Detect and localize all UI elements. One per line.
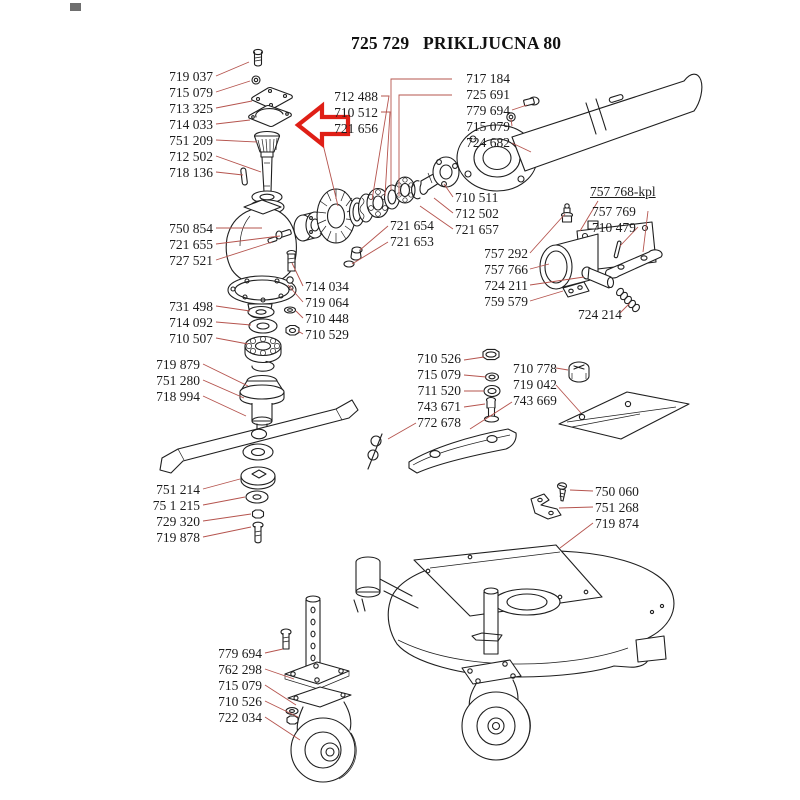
part-label-710-507: 710 507 <box>169 331 213 346</box>
part-label-751-214: 751 214 <box>156 482 200 497</box>
part-label-712-502: 712 502 <box>455 206 499 221</box>
screw-and-strap <box>531 483 567 519</box>
gearbox-housing <box>226 200 296 318</box>
part-label-710-479: 710 479 <box>592 220 636 235</box>
part-label-757-766: 757 766 <box>484 262 528 277</box>
part-label-757-768-kpl: 757 768-kpl <box>590 184 656 199</box>
part-label-759-579: 759 579 <box>484 294 528 309</box>
part-label-710-512: 710 512 <box>334 105 378 120</box>
part-label-710-448: 710 448 <box>305 311 349 326</box>
part-label-710-526: 710 526 <box>417 351 461 366</box>
part-label-713-325: 713 325 <box>169 101 213 116</box>
part-label-762-298: 762 298 <box>218 662 262 677</box>
part-label-714-092: 714 092 <box>169 315 213 330</box>
part-label-721-655: 721 655 <box>169 237 213 252</box>
part-label-779-694: 779 694 <box>218 646 262 661</box>
part-label-719-042: 719 042 <box>513 377 557 392</box>
part-label-75-1-215: 75 1 215 <box>152 498 200 513</box>
part-label-718-136: 718 136 <box>169 165 213 180</box>
part-label-722-034: 722 034 <box>218 710 262 725</box>
part-label-751-280: 751 280 <box>156 373 200 388</box>
part-label-772-678: 772 678 <box>417 415 461 430</box>
caster-left <box>281 596 356 782</box>
part-label-750-854: 750 854 <box>169 221 213 236</box>
part-label-710-778: 710 778 <box>513 361 557 376</box>
part-label-724-211: 724 211 <box>484 278 528 293</box>
part-label-714-034: 714 034 <box>305 279 349 294</box>
part-label-715-079: 715 079 <box>218 678 262 693</box>
part-label-721-653: 721 653 <box>390 234 434 249</box>
part-label-751-209: 751 209 <box>169 133 213 148</box>
part-label-719-037: 719 037 <box>169 69 213 84</box>
part-label-729-320: 729 320 <box>156 514 200 529</box>
part-label-715-079: 715 079 <box>466 119 510 134</box>
part-label-725-691: 725 691 <box>466 87 510 102</box>
part-label-721-654: 721 654 <box>390 218 434 233</box>
part-label-719-064: 719 064 <box>305 295 349 310</box>
part-label-743-671: 743 671 <box>417 399 461 414</box>
part-label-714-033: 714 033 <box>169 117 213 132</box>
part-label-717-184: 717 184 <box>466 71 510 86</box>
part-label-721-656: 721 656 <box>334 121 378 136</box>
pto-tube <box>507 74 702 171</box>
spindle-bearing-stack <box>240 307 299 433</box>
part-label-750-060: 750 060 <box>595 484 639 499</box>
part-label-743-669: 743 669 <box>513 393 557 408</box>
part-label-779-694: 779 694 <box>466 103 510 118</box>
part-label-710-529: 710 529 <box>305 327 349 342</box>
input-shaft-assembly <box>241 49 293 214</box>
part-label-719-874: 719 874 <box>595 516 639 531</box>
part-label-712-488: 712 488 <box>334 89 378 104</box>
page-title: 725 729 PRIKLJUCNA 80 <box>351 33 562 53</box>
part-label-710-526: 710 526 <box>218 694 262 709</box>
part-label-751-268: 751 268 <box>595 500 639 515</box>
part-label-715-079: 715 079 <box>417 367 461 382</box>
part-label-718-994: 718 994 <box>156 389 200 404</box>
part-label-719-878: 719 878 <box>156 530 200 545</box>
part-label-727-521: 727 521 <box>169 253 213 268</box>
part-label-731-498: 731 498 <box>169 299 213 314</box>
part-label-712-502: 712 502 <box>169 149 213 164</box>
part-label-757-292: 757 292 <box>484 246 528 261</box>
deck-housing <box>354 545 674 677</box>
part-label-724-214: 724 214 <box>578 307 622 322</box>
part-label-724-682: 724 682 <box>466 135 510 150</box>
part-label-757-769: 757 769 <box>592 204 636 219</box>
part-label-711-520: 711 520 <box>417 383 461 398</box>
part-label-721-657: 721 657 <box>455 222 499 237</box>
part-label-719-879: 719 879 <box>156 357 200 372</box>
part-label-715-079: 715 079 <box>169 85 213 100</box>
part-label-710-511: 710 511 <box>455 190 499 205</box>
